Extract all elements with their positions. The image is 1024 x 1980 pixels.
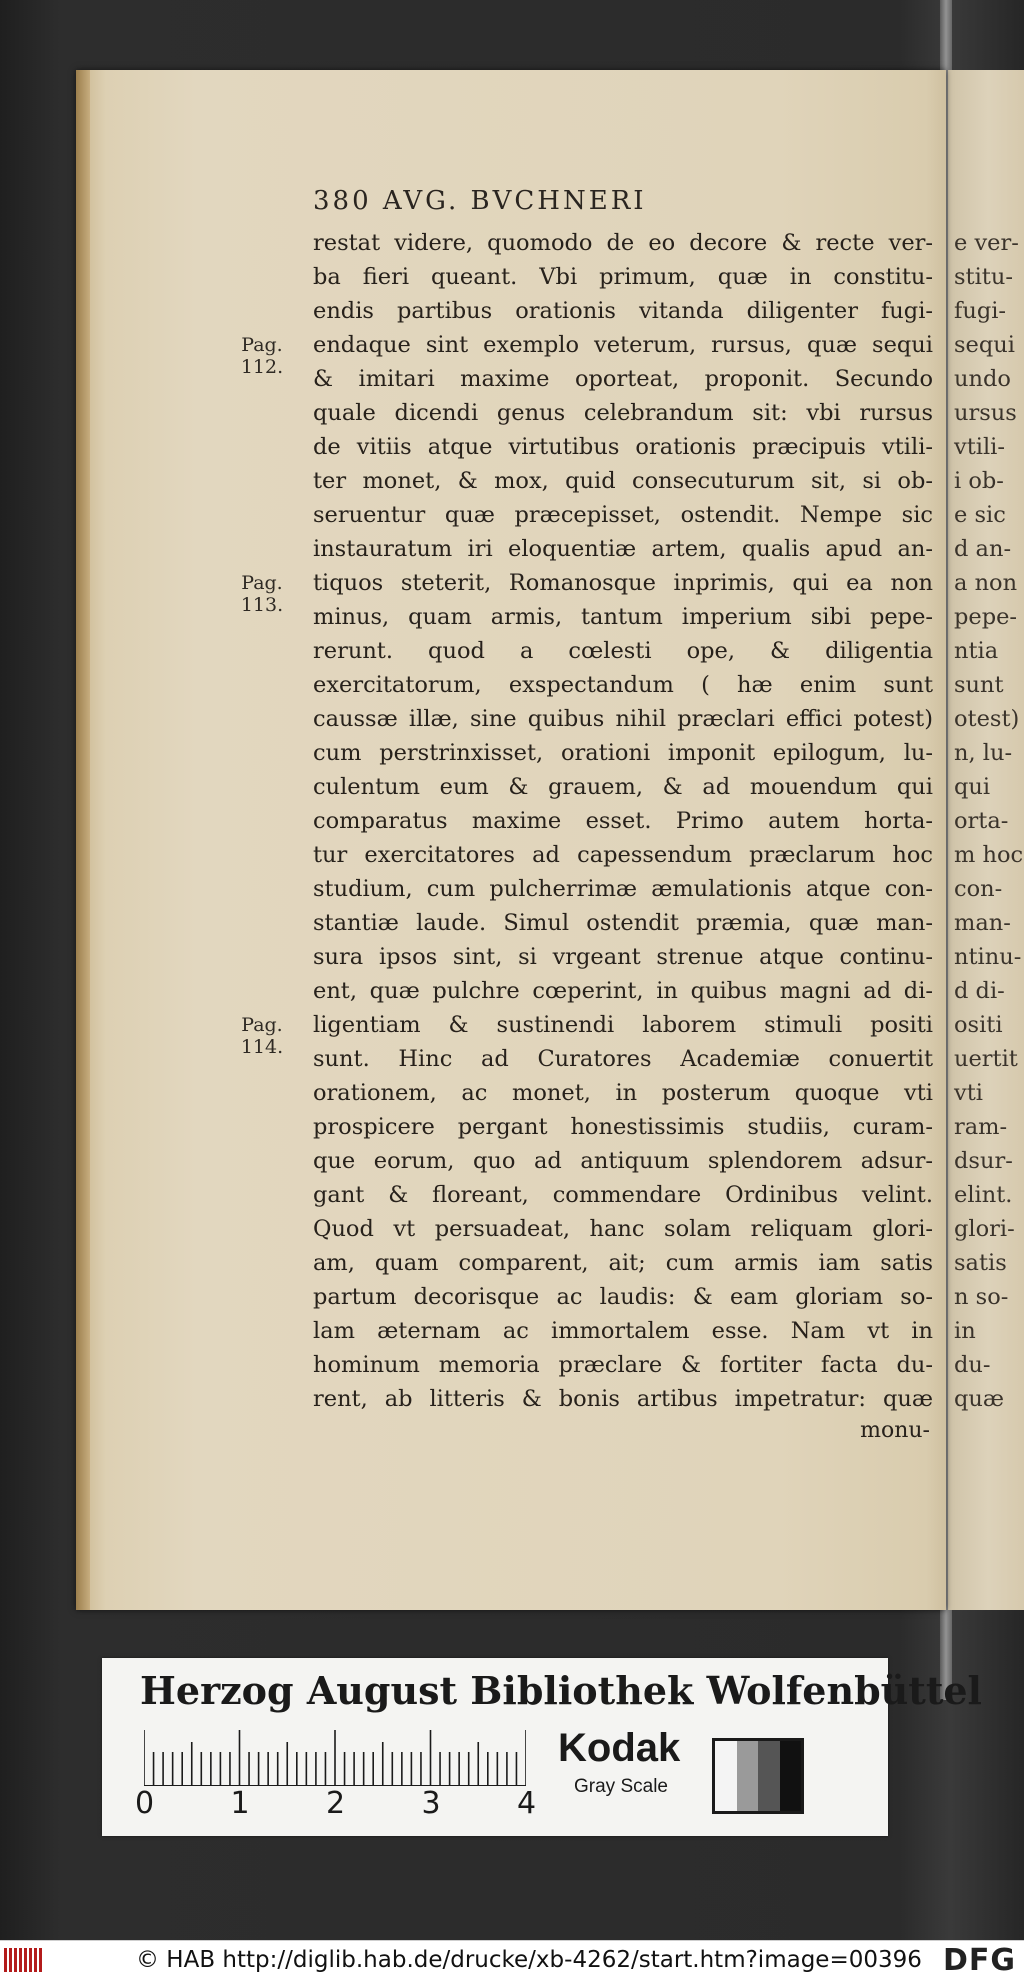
facing-text-line: n, lu-	[954, 740, 1013, 766]
ruler-number: 2	[326, 1786, 346, 1821]
text-line: culentum eum & grauem, & ad mouendum qui	[313, 774, 933, 800]
text-line: sunt. Hinc ad Curatores Academiæ conuertit	[313, 1046, 933, 1072]
text-line: rerunt. quod a cœlesti ope, & diligentia	[313, 638, 933, 664]
text-line: prospicere pergant honestissimis studiis, curam-	[313, 1114, 933, 1140]
facing-text-line: ram-	[954, 1114, 1008, 1140]
facing-page	[948, 70, 1024, 1610]
ruler-number: 0	[135, 1786, 155, 1821]
text-line: stantiæ laude. Simul ostendit præmia, quæ man-	[313, 910, 933, 936]
text-line: tur exercitatores ad capessendum præclarum hoc	[313, 842, 933, 868]
facing-text-line: otest)	[954, 706, 1020, 732]
copyright-url[interactable]: © HAB http://diglib.hab.de/drucke/xb-4262/start.htm?image=00396	[136, 1947, 922, 1973]
text-line: ent, quæ pulchre cœperint, in quibus magni ad di-	[313, 978, 933, 1004]
kodak-brand: Kodak	[558, 1726, 681, 1770]
facing-text-line: pepe-	[954, 604, 1018, 630]
text-line: ter monet, & mox, quid consecuturum sit, si ob-	[313, 468, 933, 494]
text-line: & imitari maxime oporteat, proponit. Secundo	[313, 366, 933, 392]
facing-text-line: sunt	[954, 672, 1004, 698]
facing-text-line: man-	[954, 910, 1011, 936]
gray-patch	[737, 1741, 759, 1811]
text-line: lam æternam ac immortalem esse. Nam vt in	[313, 1318, 933, 1344]
facing-page-text	[954, 226, 1024, 1416]
margin-page-note: Pag. 113.	[240, 572, 284, 616]
text-line: restat videre, quomodo de eo decore & recte ver-	[313, 230, 933, 256]
text-line: endis partibus orationis vitanda diligenter fugi-	[313, 298, 933, 324]
hab-logo-icon	[4, 1948, 46, 1972]
facing-text-line: d di-	[954, 978, 1005, 1004]
facing-text-line: undo	[954, 366, 1011, 392]
page-text	[313, 226, 933, 1416]
gray-patch	[758, 1741, 780, 1811]
facing-text-line: elint.	[954, 1182, 1013, 1208]
facing-text-line: m hoc	[954, 842, 1024, 868]
facing-text-line: stitu-	[954, 264, 1013, 290]
facing-text-line: satis	[954, 1250, 1007, 1276]
text-line: hominum memoria præclare & fortiter facta du-	[313, 1352, 933, 1378]
text-line: Quod vt persuadeat, hanc solam reliquam glori-	[313, 1216, 933, 1242]
text-line: partum decorisque ac laudis: & eam gloriam so-	[313, 1284, 933, 1310]
ruler-number: 3	[421, 1786, 441, 1821]
facing-text-line: orta-	[954, 808, 1009, 834]
ruler-icon	[144, 1730, 526, 1786]
facing-text-line: ositi	[954, 1012, 1003, 1038]
running-header: 380 AVG. BVCHNERI	[313, 186, 647, 216]
text-line: sura ipsos sint, si vrgeant strenue atque continu-	[313, 944, 933, 970]
page-edge	[76, 70, 90, 1610]
text-line: studium, cum pulcherrimæ æmulationis atque con-	[313, 876, 933, 902]
facing-text-line: sequi	[954, 332, 1015, 358]
text-line: que eorum, quo ad antiquum splendorem adsur-	[313, 1148, 933, 1174]
gray-scale-swatch	[712, 1738, 804, 1814]
facing-text-line: e ver-	[954, 230, 1019, 256]
facing-text-line: vti	[954, 1080, 983, 1106]
gray-scale-label: Gray Scale	[574, 1776, 668, 1797]
footer-bar	[0, 1940, 1024, 1980]
facing-text-line: ntinu-	[954, 944, 1022, 970]
facing-text-line: dsur-	[954, 1148, 1013, 1174]
margin-page-note: Pag. 112.	[240, 334, 284, 378]
facing-text-line: du-	[954, 1352, 991, 1378]
text-line: orationem, ac monet, in posterum quoque vti	[313, 1080, 933, 1106]
facing-text-line: in	[954, 1318, 976, 1344]
library-color-card	[102, 1658, 982, 1836]
text-line: exercitatorum, exspectandum ( hæ enim sunt	[313, 672, 933, 698]
text-line: caussæ illæ, sine quibus nihil præclari effici potest)	[313, 706, 933, 732]
text-line: ligentiam & sustinendi laborem stimuli positi	[313, 1012, 933, 1038]
facing-text-line: e sic	[954, 502, 1006, 528]
dfg-logo: DFG	[942, 1943, 1016, 1978]
facing-text-line: ursus	[954, 400, 1017, 426]
catchword: monu-	[860, 1418, 930, 1443]
text-line: cum perstrinxisset, orationi imponit epilogum, lu-	[313, 740, 933, 766]
text-line: minus, quam armis, tantum imperium sibi pepe-	[313, 604, 933, 630]
facing-text-line: glori-	[954, 1216, 1015, 1242]
facing-text-line: qui	[954, 774, 991, 800]
library-name: Herzog August Bibliothek Wolfenbüttel	[140, 1668, 982, 1713]
gray-patch	[780, 1741, 802, 1811]
text-line: am, quam comparent, ait; cum armis iam satis	[313, 1250, 933, 1276]
margin-page-note: Pag. 114.	[240, 1014, 284, 1058]
ruler-number: 4	[517, 1786, 537, 1821]
facing-text-line: con-	[954, 876, 1003, 902]
text-line: rent, ab litteris & bonis artibus impetratur: quæ	[313, 1386, 933, 1412]
text-line: gant & floreant, commendare Ordinibus velint.	[313, 1182, 933, 1208]
facing-text-line: i ob-	[954, 468, 1004, 494]
text-line: seruentur quæ præcepisset, ostendit. Nempe sic	[313, 502, 933, 528]
text-line: ba fieri queant. Vbi primum, quæ in constitu-	[313, 264, 933, 290]
text-line: endaque sint exemplo veterum, rursus, quæ sequi	[313, 332, 933, 358]
text-line: de vitiis atque virtutibus orationis præcipuis vtili-	[313, 434, 933, 460]
facing-text-line: d an-	[954, 536, 1012, 562]
facing-text-line: quæ	[954, 1386, 1005, 1412]
text-line: comparatus maxime esset. Primo autem horta-	[313, 808, 933, 834]
facing-text-line: ntia	[954, 638, 999, 664]
text-line: instauratum iri eloquentiæ artem, qualis apud an-	[313, 536, 933, 562]
ruler-number: 1	[230, 1786, 250, 1821]
facing-text-line: a non	[954, 570, 1018, 596]
text-line: quale dicendi genus celebrandum sit: vbi rursus	[313, 400, 933, 426]
facing-text-line: fugi-	[954, 298, 1007, 324]
text-line: tiquos steterit, Romanosque inprimis, qui ea non	[313, 570, 933, 596]
facing-text-line: vtili-	[954, 434, 1005, 460]
facing-text-line: n so-	[954, 1284, 1009, 1310]
facing-text-line: uertit	[954, 1046, 1018, 1072]
gray-patch	[715, 1741, 737, 1811]
